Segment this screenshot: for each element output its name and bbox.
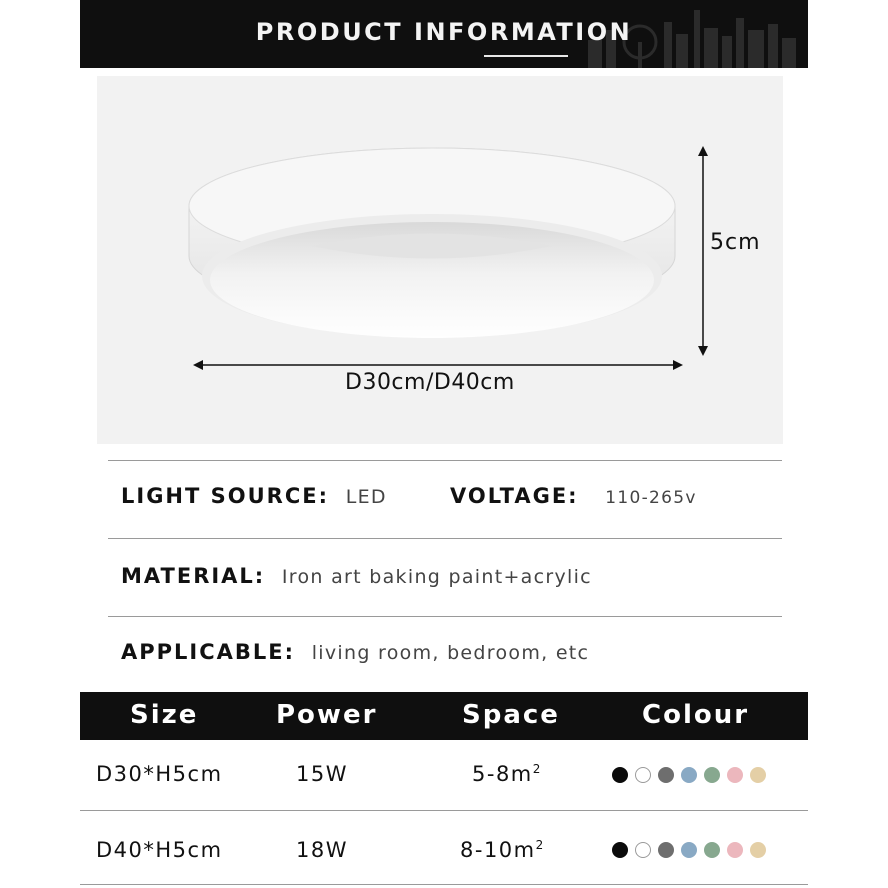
swatch-pink bbox=[727, 767, 743, 783]
swatch-blue bbox=[681, 842, 697, 858]
row2-space bbox=[460, 838, 545, 862]
column-header-size: Size bbox=[130, 700, 199, 730]
material-key: MATERIAL: bbox=[121, 564, 266, 588]
row2-size: D40*H5cm bbox=[96, 838, 223, 862]
swatch-white bbox=[635, 767, 651, 783]
divider bbox=[108, 538, 782, 539]
row1-colour-swatches bbox=[612, 767, 766, 783]
light-source-value: LED bbox=[345, 486, 387, 508]
column-header-colour: Colour bbox=[642, 700, 750, 730]
divider bbox=[108, 460, 782, 461]
height-label: 5cm bbox=[710, 230, 761, 255]
swatch-black bbox=[612, 842, 628, 858]
row2-space-sup: 2 bbox=[535, 838, 545, 852]
header-banner bbox=[80, 0, 808, 68]
table-header bbox=[80, 692, 808, 740]
swatch-black bbox=[612, 767, 628, 783]
column-header-power: Power bbox=[276, 700, 378, 730]
page-title: PRODUCT INFORMATION bbox=[255, 18, 633, 46]
spec-material bbox=[121, 564, 592, 588]
row1-power: 15W bbox=[296, 762, 348, 786]
divider bbox=[80, 810, 808, 811]
spec-voltage bbox=[450, 484, 697, 508]
row1-space bbox=[472, 762, 542, 786]
voltage-key: VOLTAGE: bbox=[450, 484, 579, 508]
swatch-grey bbox=[658, 842, 674, 858]
column-header-space: Space bbox=[462, 700, 560, 730]
spec-applicable bbox=[121, 640, 589, 664]
applicable-key: APPLICABLE: bbox=[121, 640, 296, 664]
swatch-beige bbox=[750, 767, 766, 783]
swatch-pink bbox=[727, 842, 743, 858]
product-image-panel bbox=[97, 76, 783, 444]
title-underline bbox=[484, 55, 568, 57]
row2-space-value: 8-10m bbox=[460, 838, 536, 862]
material-value: Iron art baking paint+acrylic bbox=[281, 566, 592, 588]
swatch-green bbox=[704, 842, 720, 858]
row2-colour-swatches bbox=[612, 842, 766, 858]
swatch-green bbox=[704, 767, 720, 783]
voltage-value: 110-265v bbox=[605, 488, 697, 508]
swatch-grey bbox=[658, 767, 674, 783]
diameter-label: D30cm/D40cm bbox=[345, 370, 515, 395]
spec-light-source bbox=[121, 484, 387, 508]
divider bbox=[108, 616, 782, 617]
applicable-value: living room, bedroom, etc bbox=[311, 642, 590, 664]
divider bbox=[80, 884, 808, 885]
row1-space-sup: 2 bbox=[532, 762, 542, 776]
swatch-blue bbox=[681, 767, 697, 783]
light-source-key: LIGHT SOURCE: bbox=[121, 484, 329, 508]
swatch-beige bbox=[750, 842, 766, 858]
row2-power: 18W bbox=[296, 838, 348, 862]
row1-space-value: 5-8m bbox=[472, 762, 533, 786]
row1-size: D30*H5cm bbox=[96, 762, 223, 786]
swatch-white bbox=[635, 842, 651, 858]
